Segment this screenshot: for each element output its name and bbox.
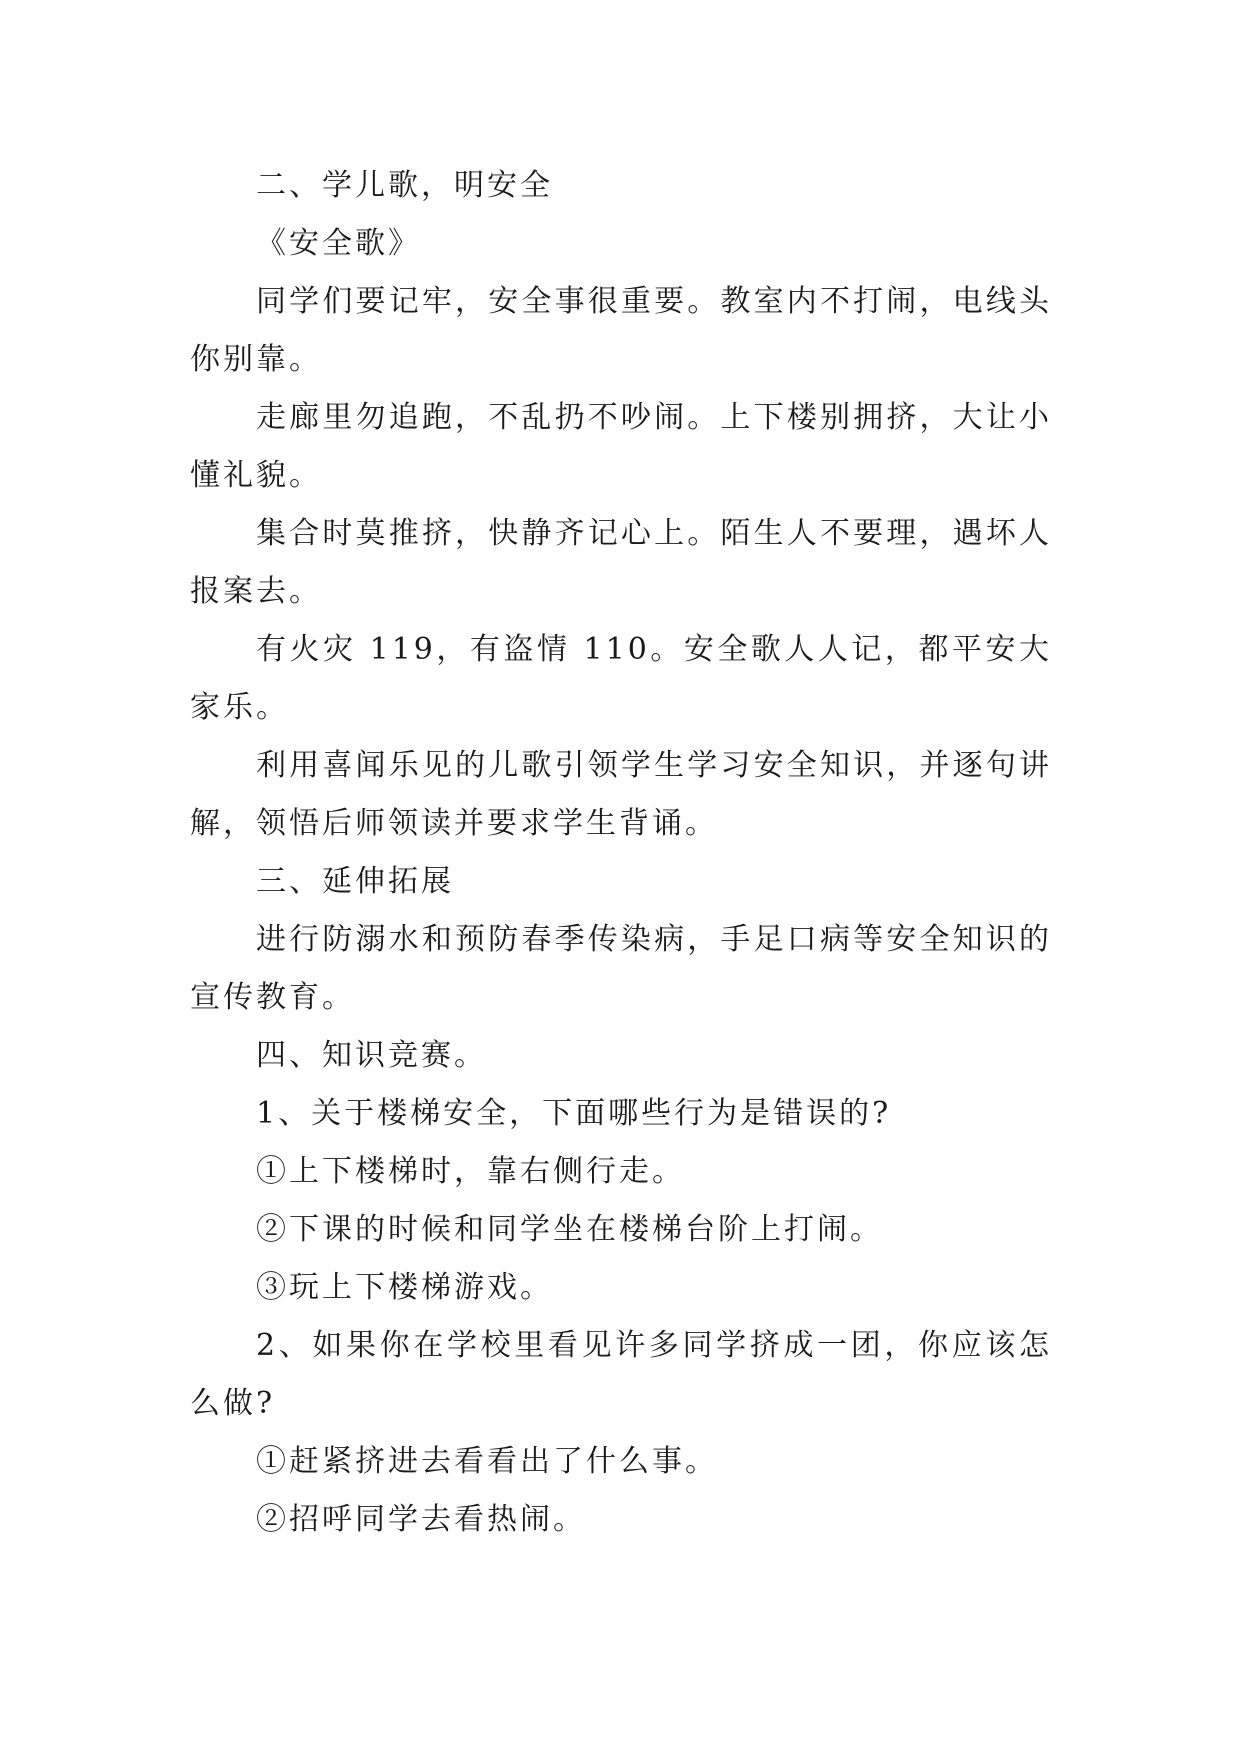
question-2: 2、如果你在学校里看见许多同学挤成一团，你应该怎么做? [190, 1328, 1052, 1421]
song-verse-1: 同学们要记牢，安全事很重要。教室内不打闹，电线头你别靠。 [190, 284, 1052, 377]
song-verse-3: 集合时莫推挤，快静齐记心上。陌生人不要理，遇坏人报案去。 [190, 516, 1052, 609]
song-title: 《安全歌》 [256, 226, 421, 261]
song-verse-4: 有火灾 119，有盗情 110。安全歌人人记，都平安大家乐。 [190, 632, 1052, 725]
question-1: 1、关于楼梯安全，下面哪些行为是错误的? [256, 1096, 892, 1131]
question-2-option-2: ②招呼同学去看热闹。 [256, 1502, 586, 1537]
song-verse-2: 走廊里勿追跑，不乱扔不吵闹。上下楼别拥挤，大让小懂礼貌。 [190, 400, 1052, 493]
section-heading-2: 二、学儿歌，明安全 [256, 168, 553, 203]
question-2-option-1: ①赶紧挤进去看看出了什么事。 [256, 1444, 718, 1479]
section-heading-4: 四、知识竞赛。 [256, 1038, 487, 1073]
section-heading-3: 三、延伸拓展 [256, 864, 454, 899]
question-1-option-3: ③玩上下楼梯游戏。 [256, 1270, 553, 1305]
document-page [190, 157, 1052, 1549]
question-1-option-2: ②下课的时候和同学坐在楼梯台阶上打闹。 [256, 1212, 883, 1247]
teaching-note: 利用喜闻乐见的儿歌引领学生学习安全知识，并逐句讲解，领悟后师领读并要求学生背诵。 [190, 748, 1052, 841]
question-1-option-1: ①上下楼梯时，靠右侧行走。 [256, 1154, 685, 1189]
extension-text: 进行防溺水和预防春季传染病，手足口病等安全知识的宣传教育。 [190, 922, 1052, 1015]
